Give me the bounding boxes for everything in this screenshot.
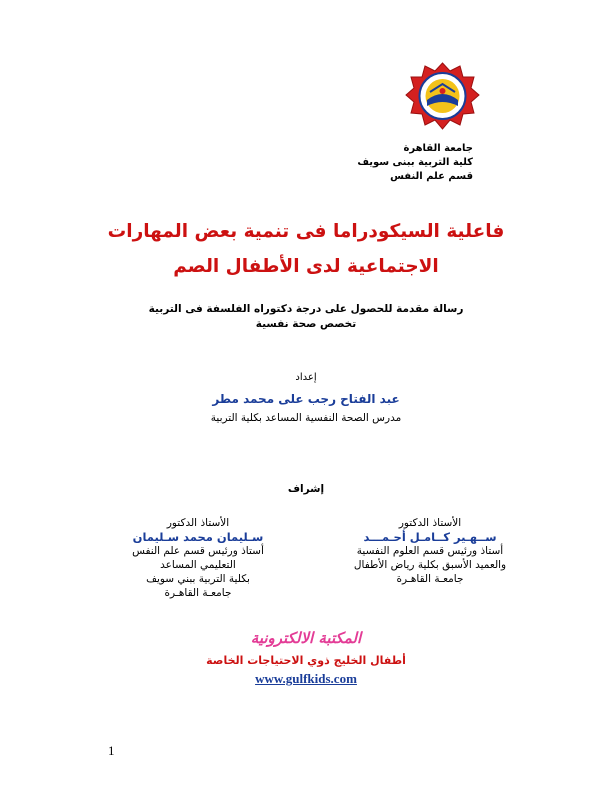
page-number: 1 bbox=[108, 743, 115, 758]
thesis-title-line-1: فاعلية السيكودراما فى تنمية بعض المهارات bbox=[107, 221, 505, 242]
supervisor-rank: الأستاذ الدكتور bbox=[398, 517, 462, 529]
specialization: تخصص صحة نفسية bbox=[255, 318, 357, 330]
prepared-by-label: إعداد bbox=[295, 372, 317, 383]
supervisor-1 bbox=[310, 516, 550, 586]
supervisor-rank: الأستاذ الدكتور bbox=[166, 517, 230, 529]
supervisor-title-line: أستاذ ورئيس قسم العلوم النفسية bbox=[356, 545, 504, 557]
e-library-label: المكتبة الالكترونية bbox=[250, 629, 362, 647]
website-link[interactable]: www.gulfkids.com bbox=[255, 671, 357, 686]
thesis-title-line-2: الاجتماعية لدى الأطفال الصم bbox=[173, 256, 439, 277]
supervisor-name: ســهـير كــامـل أحـمـــد bbox=[363, 530, 497, 544]
supervision-label: إشراف bbox=[287, 483, 325, 495]
cairo-university-logo bbox=[405, 62, 480, 134]
supervisor-title-line: أستاذ ورئيس قسم علم النفس bbox=[132, 545, 264, 557]
department-name: قسم علم النفس bbox=[390, 171, 473, 182]
supervisor-title-line: جامعـة القاهـرة bbox=[164, 587, 232, 599]
university-name: جامعة القاهرة bbox=[403, 143, 473, 154]
supervisor-name: سـليمان محمد سـليمان bbox=[132, 530, 264, 544]
library-subtitle: أطفال الخليج ذوي الاحتياجات الخاصة bbox=[206, 654, 406, 667]
supervisor-title-line: جامعـة القاهـرة bbox=[396, 573, 464, 585]
supervisor-title-line: التعليمي المساعد bbox=[160, 559, 236, 571]
supervisor-title-line: والعميد الأسبق بكلية رياض الأطفال bbox=[353, 559, 507, 571]
degree-statement: رسالة مقدمة للحصول على درجة دكتوراه الفلسفة فى التربية bbox=[148, 303, 464, 315]
supervisor-2 bbox=[78, 516, 318, 600]
author-position: مدرس الصحة النفسية المساعد بكلية التربية bbox=[210, 412, 402, 424]
university-header bbox=[273, 142, 473, 184]
author-name: عبد الفتاح رجب على محمد مطر bbox=[212, 392, 400, 406]
supervisor-title-line: بكلية التربية ببني سويف bbox=[146, 573, 250, 585]
faculty-name: كلية التربية ببنى سويف bbox=[357, 157, 473, 168]
